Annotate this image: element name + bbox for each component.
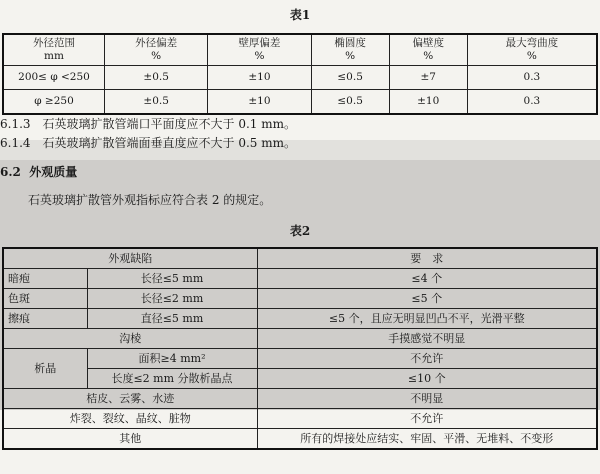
section-heading	[0, 163, 77, 180]
defect-detail: 长径≤2 mm	[87, 289, 257, 309]
table-row	[3, 329, 597, 349]
table1-header-cell: 壁厚偏差 %	[208, 34, 311, 66]
defect-req: ≤10 个	[257, 369, 597, 389]
table1-header-cell: 椭圆度 %	[311, 34, 389, 66]
section-number: 6.2	[0, 165, 21, 179]
table-cell: ±10	[389, 90, 467, 115]
section-title: 外观质量	[29, 165, 78, 179]
defect-name: 色斑	[3, 289, 87, 309]
table1-header-cell: 外径偏差 %	[105, 34, 208, 66]
defect-detail: 长度≤2 mm 分散析晶点	[87, 369, 257, 389]
table2-header-defect: 外观缺陷	[3, 248, 257, 269]
table-cell: 200≤ φ <250	[3, 66, 105, 90]
table-cell: ±0.5	[105, 66, 208, 90]
table-cell: ±10	[208, 90, 311, 115]
table1-header-cell: 外径范围 mm	[3, 34, 105, 66]
table1-header-cell: 最大弯曲度 %	[467, 34, 597, 66]
table-cell: ≤0.5	[311, 90, 389, 115]
table-row	[3, 369, 597, 389]
table2-header-row	[3, 248, 597, 269]
defect-name: 暗疱	[3, 269, 87, 289]
table-row	[3, 389, 597, 409]
table-cell: 0.3	[467, 90, 597, 115]
table-cell: φ ≥250	[3, 90, 105, 115]
defect-req: ≤5 个，且应无明显凹凸不平，光滑平整	[257, 309, 597, 329]
table-cell: ≤0.5	[311, 66, 389, 90]
defect-name: 其他	[3, 429, 257, 450]
defect-detail: 长径≤5 mm	[87, 269, 257, 289]
table1	[2, 33, 598, 115]
table1-caption: 表1	[289, 8, 311, 22]
defect-name: 析晶	[3, 349, 87, 389]
table-row	[3, 90, 597, 115]
defect-req: 不允许	[257, 409, 597, 429]
clause-6-1-4: 6.1.4 石英玻璃扩散管端面垂直度应不大于 0.5 mm。	[0, 136, 297, 150]
defect-detail: 直径≤5 mm	[87, 309, 257, 329]
table-cell: 0.3	[467, 66, 597, 90]
table-row	[3, 409, 597, 429]
table1-header-row	[3, 34, 597, 66]
table-row	[3, 269, 597, 289]
table-row	[3, 289, 597, 309]
defect-name: 沟棱	[3, 329, 257, 349]
table2-caption: 表2	[289, 224, 311, 238]
defect-req: 所有的焊接处应结实、牢固、平滑、无堆料、不变形	[257, 429, 597, 450]
defect-name: 炸裂、裂纹、晶纹、脏物	[3, 409, 257, 429]
defect-name: 擦痕	[3, 309, 87, 329]
defect-detail: 面积≥4 mm²	[87, 349, 257, 369]
table-row	[3, 429, 597, 450]
defect-req: 不允许	[257, 349, 597, 369]
defect-req: ≤4 个	[257, 269, 597, 289]
defect-req: 手摸感觉不明显	[257, 329, 597, 349]
defect-req: 不明显	[257, 389, 597, 409]
table-cell: ±10	[208, 66, 311, 90]
clause-6-1-3: 6.1.3 石英玻璃扩散管端口平面度应不大于 0.1 mm。	[0, 117, 297, 131]
table-row	[3, 349, 597, 369]
defect-req: ≤5 个	[257, 289, 597, 309]
table-cell: ±0.5	[105, 90, 208, 115]
section-body: 石英玻璃扩散管外观指标应符合表 2 的规定。	[28, 193, 272, 207]
table-row	[3, 309, 597, 329]
table-row	[3, 66, 597, 90]
table1-header-cell: 偏壁度 %	[389, 34, 467, 66]
table-cell: ±7	[389, 66, 467, 90]
table2-header-req: 要 求	[257, 248, 597, 269]
table2	[2, 247, 598, 450]
defect-name: 桔皮、云雾、水迹	[3, 389, 257, 409]
